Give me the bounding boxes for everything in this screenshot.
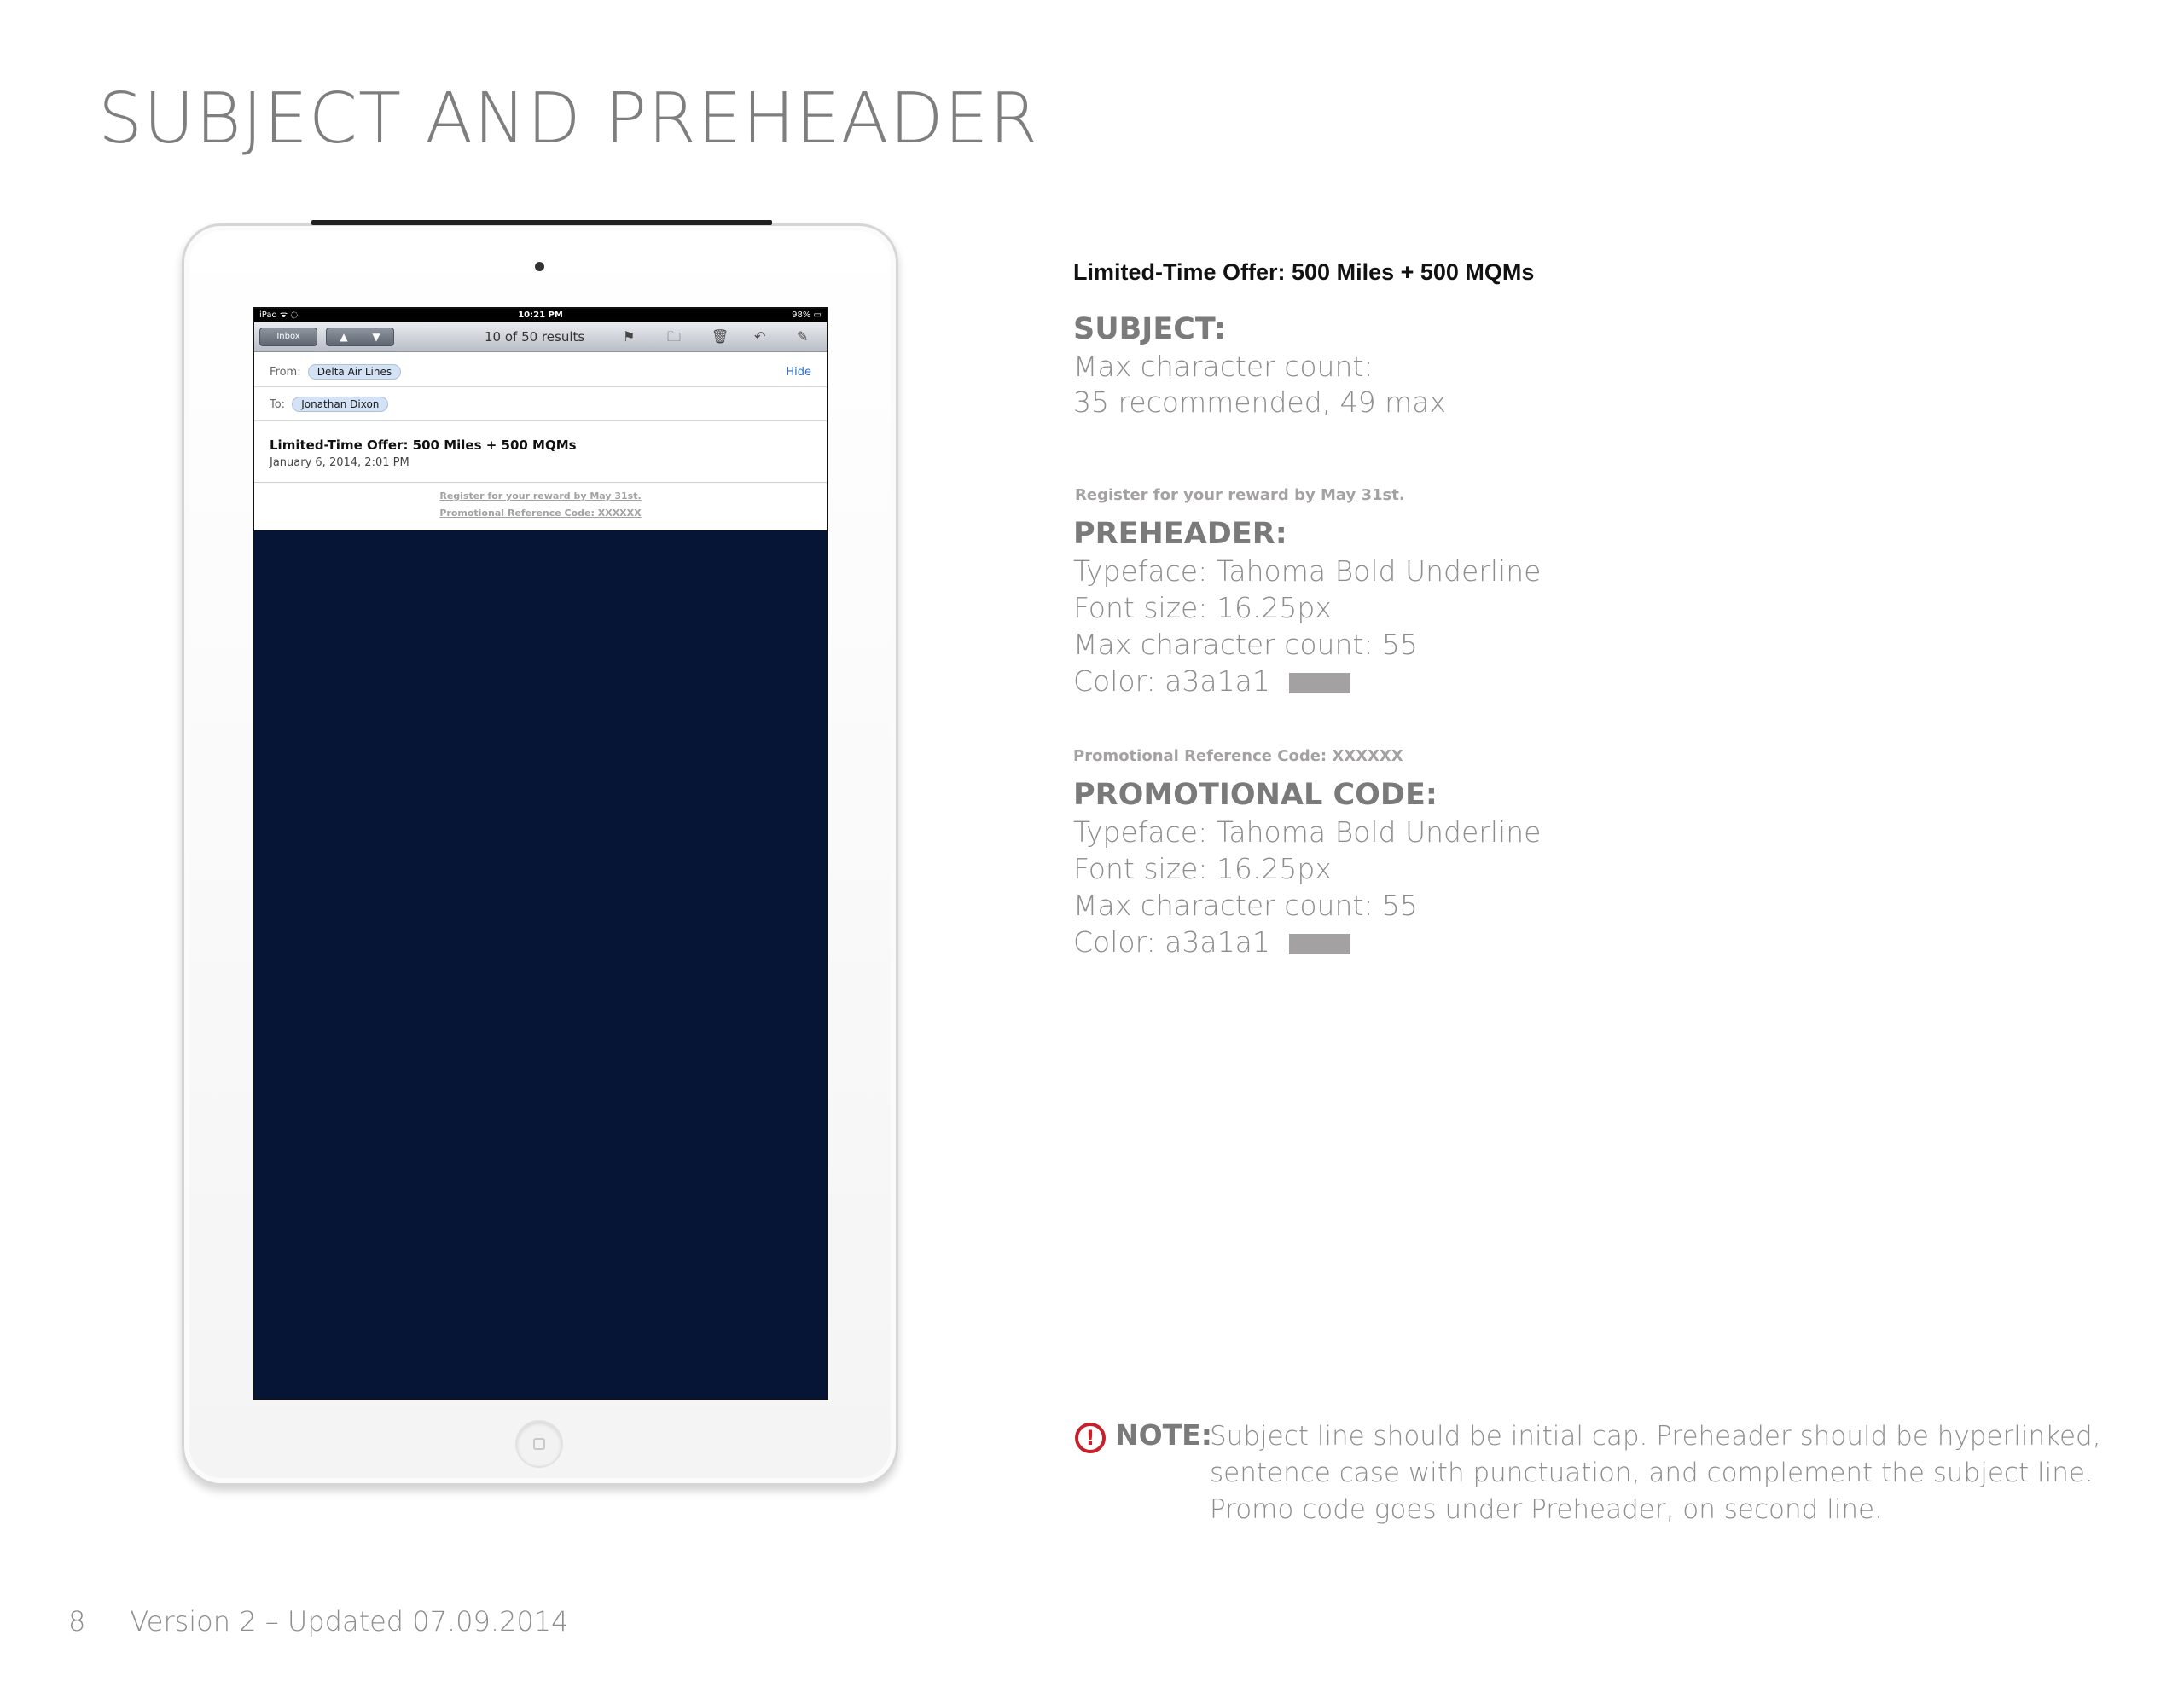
- alert-icon: !: [1075, 1423, 1106, 1453]
- status-battery: 98% ▭: [792, 310, 822, 320]
- from-label: From:: [270, 366, 301, 379]
- from-chip[interactable]: Delta Air Lines: [308, 364, 401, 380]
- promo-code-link[interactable]: Promotional Reference Code: XXXXXX: [439, 507, 642, 519]
- from-row: [270, 364, 401, 380]
- to-label: To:: [270, 398, 286, 411]
- note-label: NOTE:: [1115, 1418, 1212, 1452]
- status-bar: [254, 309, 827, 322]
- preheader-color: [1073, 664, 1350, 698]
- note-line: Subject line should be initial cap. Preheader should be hyperlinked,: [1210, 1421, 2101, 1452]
- status-time: 10:21 PM: [518, 310, 563, 320]
- subject-spec-line: Max character count:: [1073, 350, 1374, 383]
- sample-subject-line: Limited-Time Offer: 500 Miles + 500 MQMs: [1073, 259, 1535, 285]
- status-carrier: iPad ᯤ ◌: [259, 310, 299, 320]
- flag-icon[interactable]: ⚑: [623, 328, 636, 345]
- page-number: 8: [68, 1605, 86, 1638]
- trash-icon[interactable]: 🗑: [712, 328, 729, 345]
- compose-icon[interactable]: ✎: [797, 328, 809, 345]
- ipad-screen: [253, 307, 828, 1400]
- inbox-button[interactable]: Inbox: [259, 328, 317, 346]
- promo-color: [1073, 925, 1350, 959]
- preheader-typeface: Typeface: Tahoma Bold Underline: [1073, 554, 1542, 588]
- folder-icon[interactable]: 🗀: [667, 328, 682, 345]
- color-swatch: [1289, 934, 1350, 954]
- next-message-button[interactable]: ▼: [372, 331, 380, 343]
- mail-subject: Limited-Time Offer: 500 Miles + 500 MQMs: [270, 438, 577, 453]
- sample-promo-link[interactable]: Promotional Reference Code: XXXXXX: [1073, 747, 1403, 765]
- page-title: SUBJECT AND PREHEADER: [98, 78, 1039, 159]
- previous-message-button[interactable]: ▲: [340, 331, 348, 343]
- divider: [254, 386, 827, 387]
- preheader-heading: PREHEADER:: [1073, 517, 1287, 551]
- sample-preheader-link[interactable]: Register for your reward by May 31st.: [1075, 486, 1405, 504]
- preheader-link[interactable]: Register for your reward by May 31st.: [439, 490, 642, 501]
- preheader-color-text: Color: a3a1a1: [1073, 664, 1270, 698]
- promo-color-text: Color: a3a1a1: [1073, 925, 1270, 959]
- to-row: [270, 397, 388, 412]
- promo-max-chars: Max character count: 55: [1073, 889, 1418, 922]
- version-text: Version 2 – Updated 07.09.2014: [130, 1605, 569, 1638]
- subject-spec-line: 35 recommended, 49 max: [1073, 386, 1447, 419]
- home-button[interactable]: [515, 1420, 563, 1468]
- reply-icon[interactable]: ↶: [754, 328, 766, 345]
- subject-heading: SUBJECT:: [1073, 312, 1226, 346]
- preheader-max-chars: Max character count: 55: [1073, 628, 1418, 661]
- promo-font-size: Font size: 16.25px: [1073, 852, 1332, 885]
- mail-body-preheader: [254, 482, 827, 530]
- mail-date: January 6, 2014, 2:01 PM: [270, 456, 410, 469]
- note-line: Promo code goes under Preheader, on second line.: [1210, 1494, 1883, 1525]
- results-count: 10 of 50 results: [485, 329, 585, 345]
- hide-link[interactable]: Hide: [786, 366, 811, 379]
- preheader-font-size: Font size: 16.25px: [1073, 591, 1332, 624]
- mail-toolbar: [254, 322, 827, 352]
- ipad-top-edge: [311, 220, 772, 225]
- footer: [68, 1605, 569, 1638]
- promo-typeface: Typeface: Tahoma Bold Underline: [1073, 815, 1542, 849]
- promo-heading: PROMOTIONAL CODE:: [1073, 778, 1438, 812]
- to-chip[interactable]: Jonathan Dixon: [292, 397, 388, 412]
- note-text: [1210, 1418, 2148, 1528]
- camera-icon: [535, 262, 544, 271]
- color-swatch: [1289, 673, 1350, 693]
- divider: [254, 420, 827, 421]
- note-line: sentence case with punctuation, and complement the subject line.: [1210, 1458, 2094, 1488]
- message-nav-buttons: [326, 328, 394, 346]
